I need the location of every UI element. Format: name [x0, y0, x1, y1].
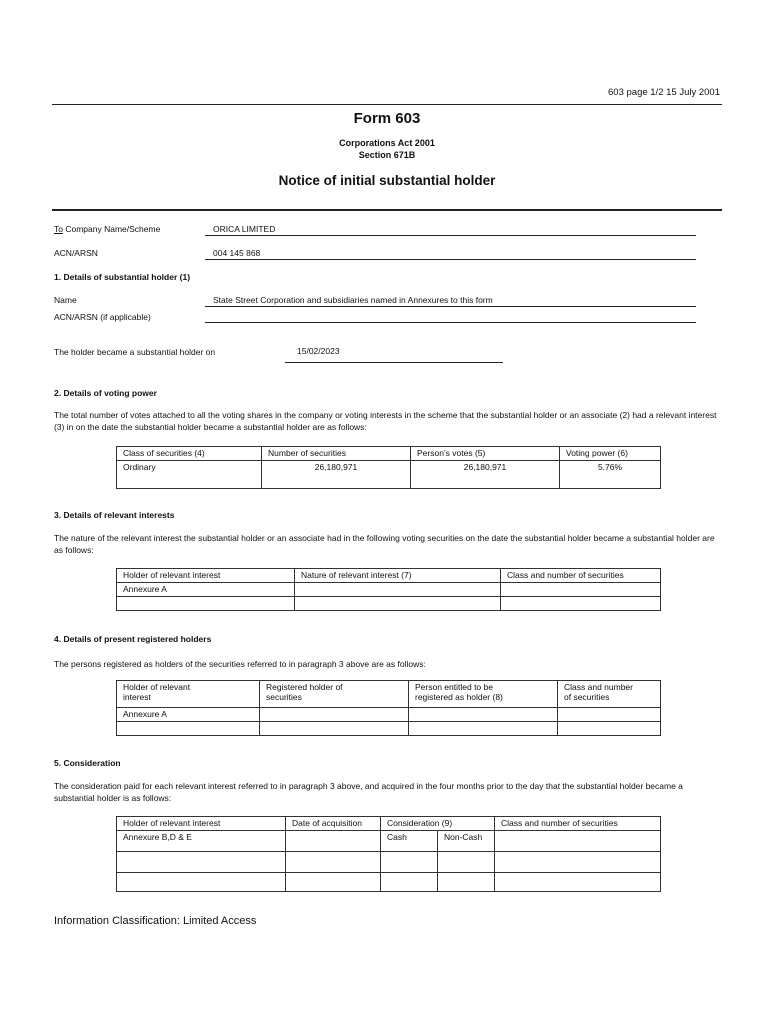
section4-text: The persons registered as holders of the securities referred to in paragraph 3 above are as follows:: [54, 659, 426, 669]
class-number-cell: [558, 722, 661, 736]
acn-label: ACN/ARSN: [54, 248, 98, 258]
date-cell: [286, 873, 381, 892]
registered-cell: [260, 722, 409, 736]
cash-cell: [381, 852, 438, 873]
table-row: [117, 583, 661, 597]
cash-cell: [381, 873, 438, 892]
section2-text: The total number of votes attached to all the voting shares in the company or voting interests in the scheme that the substantial holder or an associate (2) had a relevant interest (3) in on the date the substantial holder became a substantial holder are as follows:: [54, 410, 717, 432]
table-row: [117, 873, 661, 892]
registered-holders-table: [116, 680, 661, 736]
holder-acn-label: ACN/ARSN (if applicable): [54, 312, 151, 322]
holder-name-value: State Street Corporation and subsidiaries named in Annexures to this form: [213, 295, 493, 305]
acn-field-line: [205, 259, 696, 260]
act-section: Section 671B: [358, 150, 416, 160]
header-line: securities: [266, 692, 302, 702]
table-row: [117, 722, 661, 736]
header-line: Holder of relevant: [123, 682, 191, 692]
company-field-line: [205, 235, 696, 236]
form-reference: 603 page 1/2 15 July 2001: [608, 87, 720, 98]
date-cell: [286, 852, 381, 873]
holder-cell: [117, 722, 260, 736]
table-header-row: [117, 817, 661, 831]
table-header-cell: Number of securities: [262, 447, 411, 461]
class-number-cell: [501, 597, 661, 611]
form-title: Form 603: [353, 110, 421, 127]
cash-subheader: Cash: [381, 831, 438, 852]
votes-cell: 26,180,971: [411, 461, 560, 489]
table-row: [117, 708, 661, 722]
company-value: ORICA LIMITED: [213, 224, 276, 234]
noncash-cell: [438, 873, 495, 892]
registered-cell: [260, 708, 409, 722]
nature-cell: [295, 597, 501, 611]
became-holder-field-line: [285, 362, 503, 363]
act-reference: [52, 137, 722, 161]
section3-heading: 3. Details of relevant interests: [54, 510, 175, 520]
relevant-interests-table: [116, 568, 661, 611]
table-header-cell: Consideration (9): [381, 817, 495, 831]
table-header-cell: Class and number of securities: [501, 569, 661, 583]
consideration-table: [116, 816, 661, 892]
class-number-cell: [495, 873, 661, 892]
table-header-cell: Class of securities (4): [117, 447, 262, 461]
acn-value: 004 145 868: [213, 248, 261, 258]
date-cell: [286, 831, 381, 852]
class-number-cell: [495, 831, 661, 852]
became-holder-date: 15/02/2023: [297, 346, 340, 356]
table-header-cell: Date of acquisition: [286, 817, 381, 831]
nature-cell: [295, 583, 501, 597]
information-classification: Information Classification: Limited Access: [54, 915, 257, 927]
class-number-cell: [501, 583, 661, 597]
holder-name-field-line: [205, 306, 696, 307]
section4-heading: 4. Details of present registered holders: [54, 634, 212, 644]
voting-power-table: [116, 446, 661, 489]
voting-power-cell: 5.76%: [560, 461, 661, 489]
table-header-cell: [260, 681, 409, 708]
table-header-cell: [409, 681, 558, 708]
header-line: registered as holder (8): [415, 692, 503, 702]
table-header-cell: Class and number of securities: [495, 817, 661, 831]
number-cell: 26,180,971: [262, 461, 411, 489]
title-divider: [52, 209, 722, 211]
to-label: To: [54, 224, 63, 234]
table-header-row: [117, 681, 661, 708]
notice-title: Notice of initial substantial holder: [278, 173, 496, 188]
table-header-row: [117, 447, 661, 461]
header-line: of securities: [564, 692, 610, 702]
table-header-row: [117, 569, 661, 583]
header-divider: [52, 104, 722, 105]
holder-cell: [117, 873, 286, 892]
table-header-cell: Holder of relevant interest: [117, 817, 286, 831]
holder-cell: [117, 852, 286, 873]
section5-heading: 5. Consideration: [54, 758, 121, 768]
entitled-cell: [409, 708, 558, 722]
company-label: Company Name/Scheme: [65, 224, 161, 234]
table-header-cell: Voting power (6): [560, 447, 661, 461]
to-label-group: [54, 224, 160, 234]
holder-acn-field-line: [205, 322, 696, 323]
header-line: interest: [123, 692, 151, 702]
table-row: [117, 831, 661, 852]
class-number-cell: [495, 852, 661, 873]
holder-name-label: Name: [54, 295, 77, 305]
table-header-cell: Holder of relevant interest: [117, 569, 295, 583]
became-holder-label: The holder became a substantial holder on: [54, 347, 216, 357]
table-row: [117, 597, 661, 611]
table-row: [117, 461, 661, 489]
table-header-cell: Person’s votes (5): [411, 447, 560, 461]
holder-cell: Annexure A: [117, 583, 295, 597]
section5-text: The consideration paid for each relevant interest referred to in paragraph 3 above, and acquired in the four months prior to the day that the substantial holder became a substantial holder is as follows:: [54, 781, 683, 803]
table-header-cell: Nature of relevant interest (7): [295, 569, 501, 583]
holder-cell: [117, 597, 295, 611]
section1-heading: 1. Details of substantial holder (1): [54, 272, 191, 282]
entitled-cell: [409, 722, 558, 736]
header-line: Person entitled to be: [415, 682, 493, 692]
header-line: Class and number: [564, 682, 633, 692]
table-header-cell: [558, 681, 661, 708]
noncash-subheader: Non-Cash: [438, 831, 495, 852]
table-row: [117, 852, 661, 873]
class-number-cell: [558, 708, 661, 722]
holder-cell: Annexure A: [117, 708, 260, 722]
table-header-cell: [117, 681, 260, 708]
class-cell: Ordinary: [117, 461, 262, 489]
act-name: Corporations Act 2001: [339, 138, 435, 148]
holder-cell: Annexure B,D & E: [117, 831, 286, 852]
section3-text: The nature of the relevant interest the substantial holder or an associate had in the following voting securities on the date the substantial holder became a substantial holder are as follows:: [54, 533, 715, 555]
header-line: Registered holder of: [266, 682, 343, 692]
section2-heading: 2. Details of voting power: [54, 388, 157, 398]
noncash-cell: [438, 852, 495, 873]
